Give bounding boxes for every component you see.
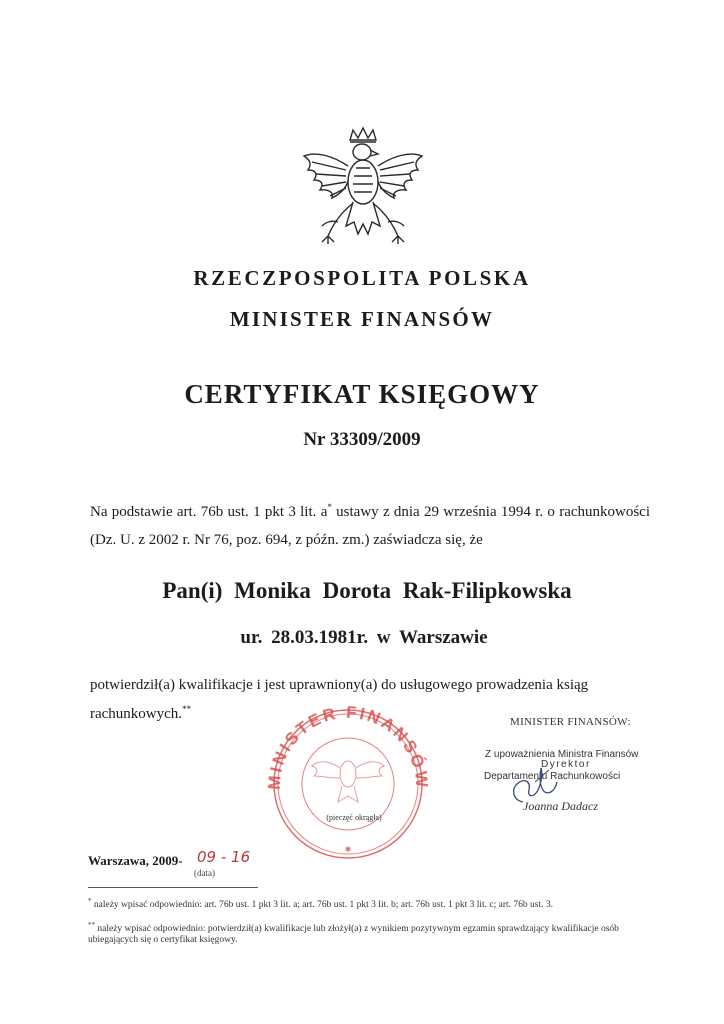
handwritten-date: 09 - 16	[197, 848, 251, 866]
footnote-divider	[88, 887, 258, 888]
footnote-2-mark: **	[88, 921, 95, 929]
country-heading: RZECZPOSPOLITA POLSKA	[193, 266, 531, 290]
legal-basis-paragraph	[90, 493, 650, 554]
signatory-title: MINISTER FINANSÓW:	[510, 716, 631, 728]
footnote-1-text: należy wpisać odpowiednio: art. 76b ust. 1 pkt 3 lit. a; art. 76b ust. 1 pkt 3 lit. b; art. 76b ust. 1 pkt 3 lit. c; art. 76b ust. 3.	[91, 900, 553, 911]
footnote-1-mark: *	[88, 897, 92, 905]
svg-text:✱: ✱	[344, 845, 352, 854]
svg-text:MINISTER FINANSÓW	[265, 703, 432, 791]
signatory-authorization: Z upoważnienia Ministra Finansów	[485, 749, 639, 760]
footnote-2	[88, 920, 648, 946]
legal-basis-part-1: Na podstawie art. 76b ust. 1 pkt 3 lit. a	[90, 504, 328, 520]
holder-birth: ur. 28.03.1981r. w Warszawie	[240, 627, 488, 648]
official-round-stamp	[258, 702, 438, 862]
signatory-name: Joanna Dadacz	[523, 799, 598, 813]
holder-name: Pan(i) Monika Dorota Rak-Filipkowska	[162, 578, 572, 603]
authority-heading: MINISTER FINANSÓW	[229, 307, 495, 331]
date-label: (data)	[194, 868, 215, 878]
signatory-position: Dyrektor	[541, 759, 591, 770]
footnote-1	[88, 896, 648, 911]
qualification-text: potwierdził(a) kwalifikacje i jest uprawniony(a) do usługowego prowadzenia ksiąg rachunkowych.	[90, 677, 589, 722]
footnote-ref-2: **	[182, 704, 192, 714]
legal-basis-part-2: ustawy z dnia 29 września 1994 r. o rachunkowości (Dz. U. z 2002 r. Nr 76, poz. 694, z późn. zm.) zaświadcza się, że	[90, 504, 650, 548]
footnote-ref-1: *	[327, 502, 332, 512]
certificate-title: CERTYFIKAT KSIĘGOWY	[184, 379, 540, 409]
stamp-ring-text: MINISTER FINANSÓW	[264, 702, 432, 791]
polish-eagle-emblem-icon	[298, 126, 428, 258]
certificate-number: Nr 33309/2009	[303, 429, 421, 450]
signatory-department: Departamentu Rachunkowości	[484, 771, 621, 782]
issue-place-date: Warszawa, 2009-	[88, 853, 183, 868]
footnote-2-text: należy wpisać odpowiednio: potwierdził(a) kwalifikacje lub złożył(a) z wynikiem pozytywnym egzamin sprawdzający kwalifikacje osób ubiegających się o certyfikat księgowy.	[88, 924, 619, 946]
stamp-center-label: (pieczęć okrągła)	[326, 813, 382, 822]
